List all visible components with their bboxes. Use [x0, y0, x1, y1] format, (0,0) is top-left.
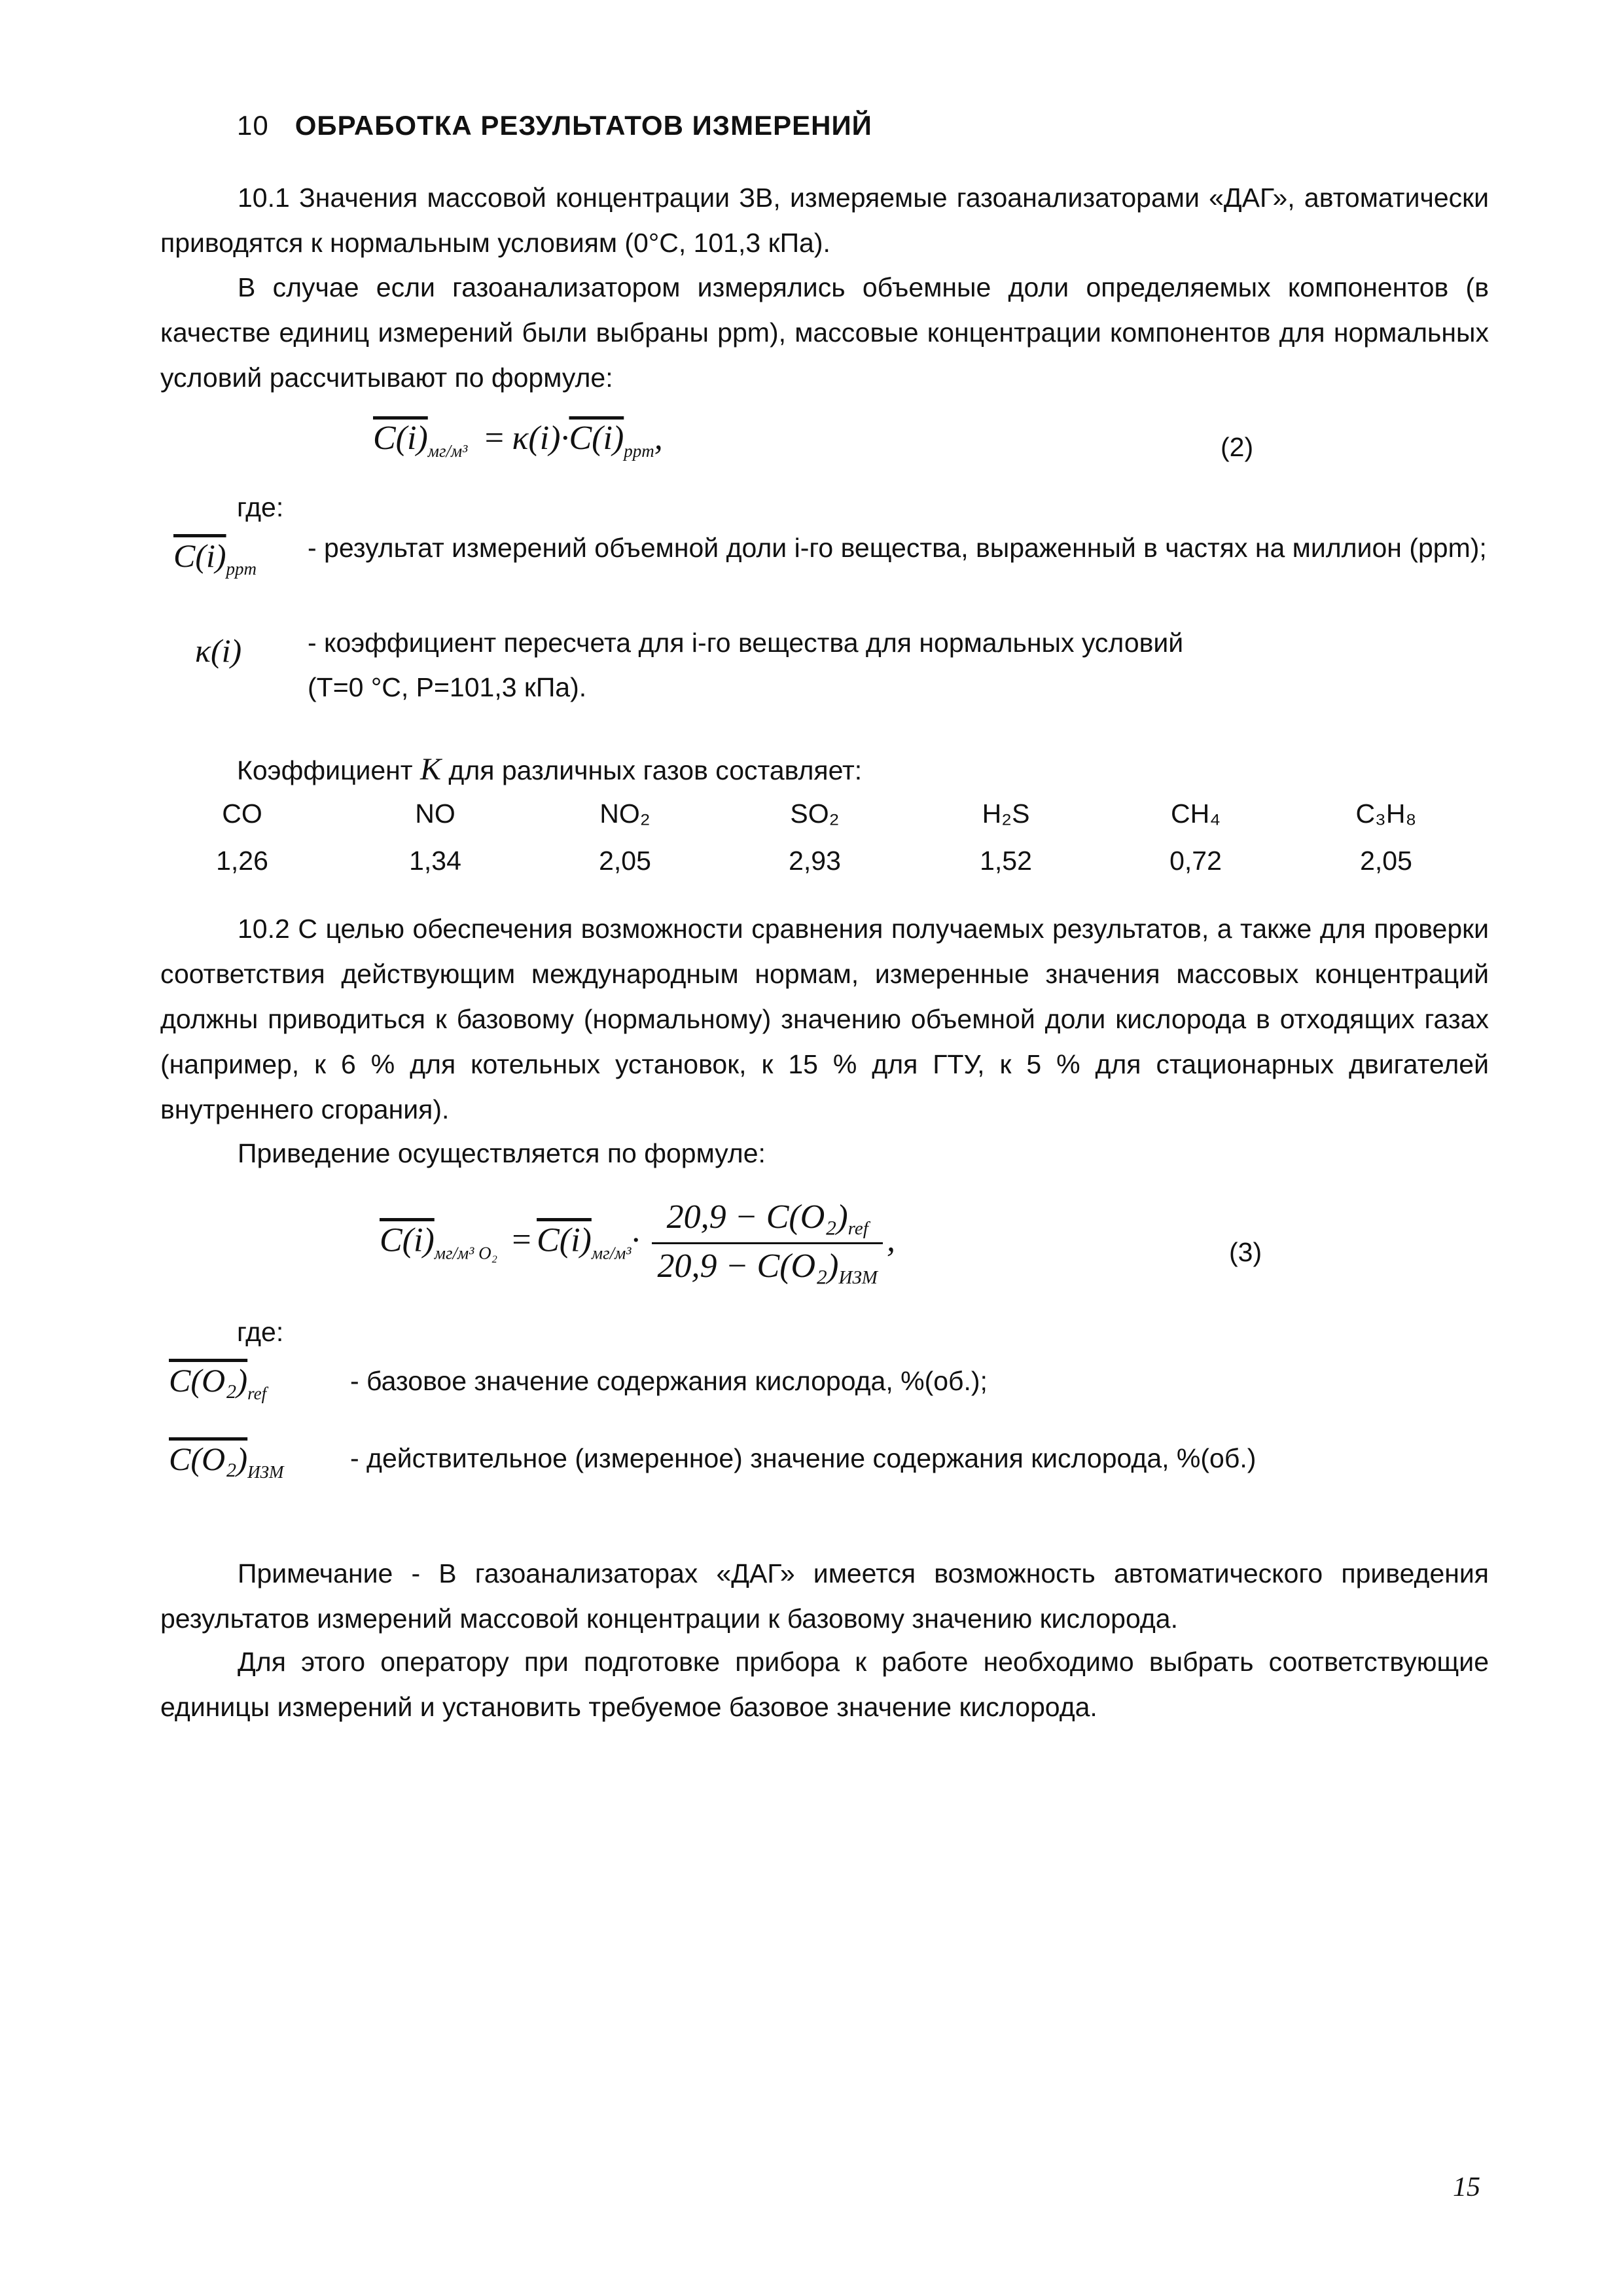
def4-text: - действительное (измеренное) значение содержания кислорода, %(об.) [350, 1443, 1257, 1473]
formula2-lhs: C(i) [373, 420, 428, 457]
section-title: ОБРАБОТКА РЕЗУЛЬТАТОВ ИЗМЕРЕНИЙ [294, 110, 872, 141]
note-paragraph-1: Примечание - В газоанализаторах «ДАГ» имеется возможность автоматического приведения результатов измерений массовой концентрации к базовому значению кислорода. [160, 1558, 1489, 1634]
gas-co: CO [222, 798, 262, 829]
paragraph-10-2: 10.2 С целью обеспечения возможности сравнения получаемых результатов, а также для проверки соответствия действующим международным нормам, измеренные значения массовых концентраций должны приводиться к базовому (нормальному) значению объемной доли кислорода в отходящих газах (например, к 6 % для котельных установок, к 15 % для ГТУ, к 5 % для стационарных двигателей внутреннего сгорания). [160, 914, 1489, 1124]
def3-symbol [169, 1361, 266, 1404]
def3-text: - базовое значение содержания кислорода, %(об.); [350, 1366, 988, 1396]
formula3-fraction [652, 1198, 883, 1289]
def4-symbol [169, 1440, 284, 1482]
formula3-lhs: C(i) [380, 1221, 435, 1259]
formula3-num-sub: ref [847, 1218, 868, 1239]
coef-co: 1,26 [216, 846, 268, 876]
gas-no: NO [415, 798, 455, 829]
formula-3 [380, 1198, 895, 1289]
formula3-num-text: 20,9 − C(O₂) [666, 1198, 848, 1236]
where-label-1: где: [237, 492, 284, 522]
paragraph-10-1: 10.1 Значения массовой концентрации ЗВ, измеряемые газоанализаторами «ДАГ», автоматически приводятся к нормальным условиям (0°С, 101,3 кПа). [160, 183, 1489, 258]
gas-ch4: CH₄ [1171, 798, 1221, 829]
formula2-k: κ(i)· [512, 420, 569, 457]
coef-so2: 2,93 [789, 846, 841, 876]
paragraph-10-1-cont: В случае если газоанализатором измерялись объемные доли определяемых компонентов (в качестве единиц измерений были выбраны ppm), массовые концентрации компонентов для нормальных условий рассчитывают по формуле: [160, 272, 1489, 393]
section-number: 10 [237, 110, 269, 141]
gas-no2: NO₂ [599, 798, 651, 829]
def2-text-1: - коэффициент пересчета для i-го вещества для нормальных условий [308, 628, 1184, 658]
coef-intro-after: для различных газов составляет: [448, 755, 863, 785]
formula3-numerator [652, 1198, 883, 1244]
formula3-mid: C(i) [537, 1221, 592, 1259]
gas-h2s: H₂S [982, 798, 1030, 829]
formula3-number: (3) [1229, 1237, 1262, 1267]
paragraph-10-2-cont: Приведение осуществляется по формуле: [238, 1138, 766, 1168]
def1-symbol-main: C(i) [173, 537, 226, 574]
note-paragraph-2: Для этого оператору при подготовке прибора к работе необходимо выбрать соответствующие единицы измерений и установить требуемое базовое значение кислорода. [160, 1647, 1489, 1722]
formula2-tail: , [654, 420, 663, 457]
coef-symbol: K [420, 752, 442, 787]
coef-intro [237, 751, 862, 787]
def4-symbol-sub: ИЗМ [247, 1462, 284, 1482]
coef-gas-row [196, 798, 1440, 846]
gas-c3h8: C₃H₈ [1355, 798, 1417, 829]
formula2-rhs-sub: ppm [624, 441, 654, 461]
coef-h2s: 1,52 [980, 846, 1032, 876]
formula2-rhs: C(i) [569, 420, 624, 457]
coef-ch4: 0,72 [1169, 846, 1222, 876]
def2-text-2: (Т=0 °С, Р=101,3 кПа). [308, 672, 587, 702]
coef-no2: 2,05 [599, 846, 651, 876]
formula3-eq: = [510, 1221, 533, 1259]
page-number: 15 [1453, 2172, 1480, 2202]
coef-intro-before: Коэффициент [237, 755, 413, 785]
where-label-2: где: [237, 1317, 284, 1347]
def1-symbol-sub: ppm [226, 559, 257, 579]
coef-no: 1,34 [409, 846, 461, 876]
def2-symbol: κ(i) [195, 632, 242, 669]
def1-text: - результат измерений объемной доли i-го вещества, выраженный в частях на миллион (ppm); [308, 533, 1487, 563]
formula3-tail: , [886, 1221, 895, 1259]
section-heading [237, 110, 872, 141]
formula2-lhs-sub: мг/м³ [427, 441, 468, 461]
def3-symbol-sub: ref [247, 1384, 267, 1403]
coef-table [196, 798, 1440, 893]
formula2-eq: = [482, 420, 506, 457]
formula3-lhs-sub: мг/м³ O₂ [434, 1243, 497, 1263]
def3-symbol-main: C(O₂) [169, 1362, 248, 1399]
formula2-number: (2) [1221, 432, 1254, 462]
coef-c3h8: 2,05 [1360, 846, 1412, 876]
formula-2 [373, 419, 663, 461]
def1-symbol [173, 537, 257, 579]
gas-so2: SO₂ [790, 798, 840, 829]
formula3-dot: · [631, 1221, 640, 1259]
coef-value-row [196, 846, 1440, 893]
formula3-den-text: 20,9 − C(O₂) [657, 1247, 839, 1285]
def4-symbol-main: C(O₂) [169, 1441, 248, 1477]
formula3-mid-sub: мг/м³ [591, 1243, 632, 1263]
formula3-denominator [652, 1244, 883, 1289]
formula3-den-sub: ИЗМ [838, 1267, 878, 1288]
